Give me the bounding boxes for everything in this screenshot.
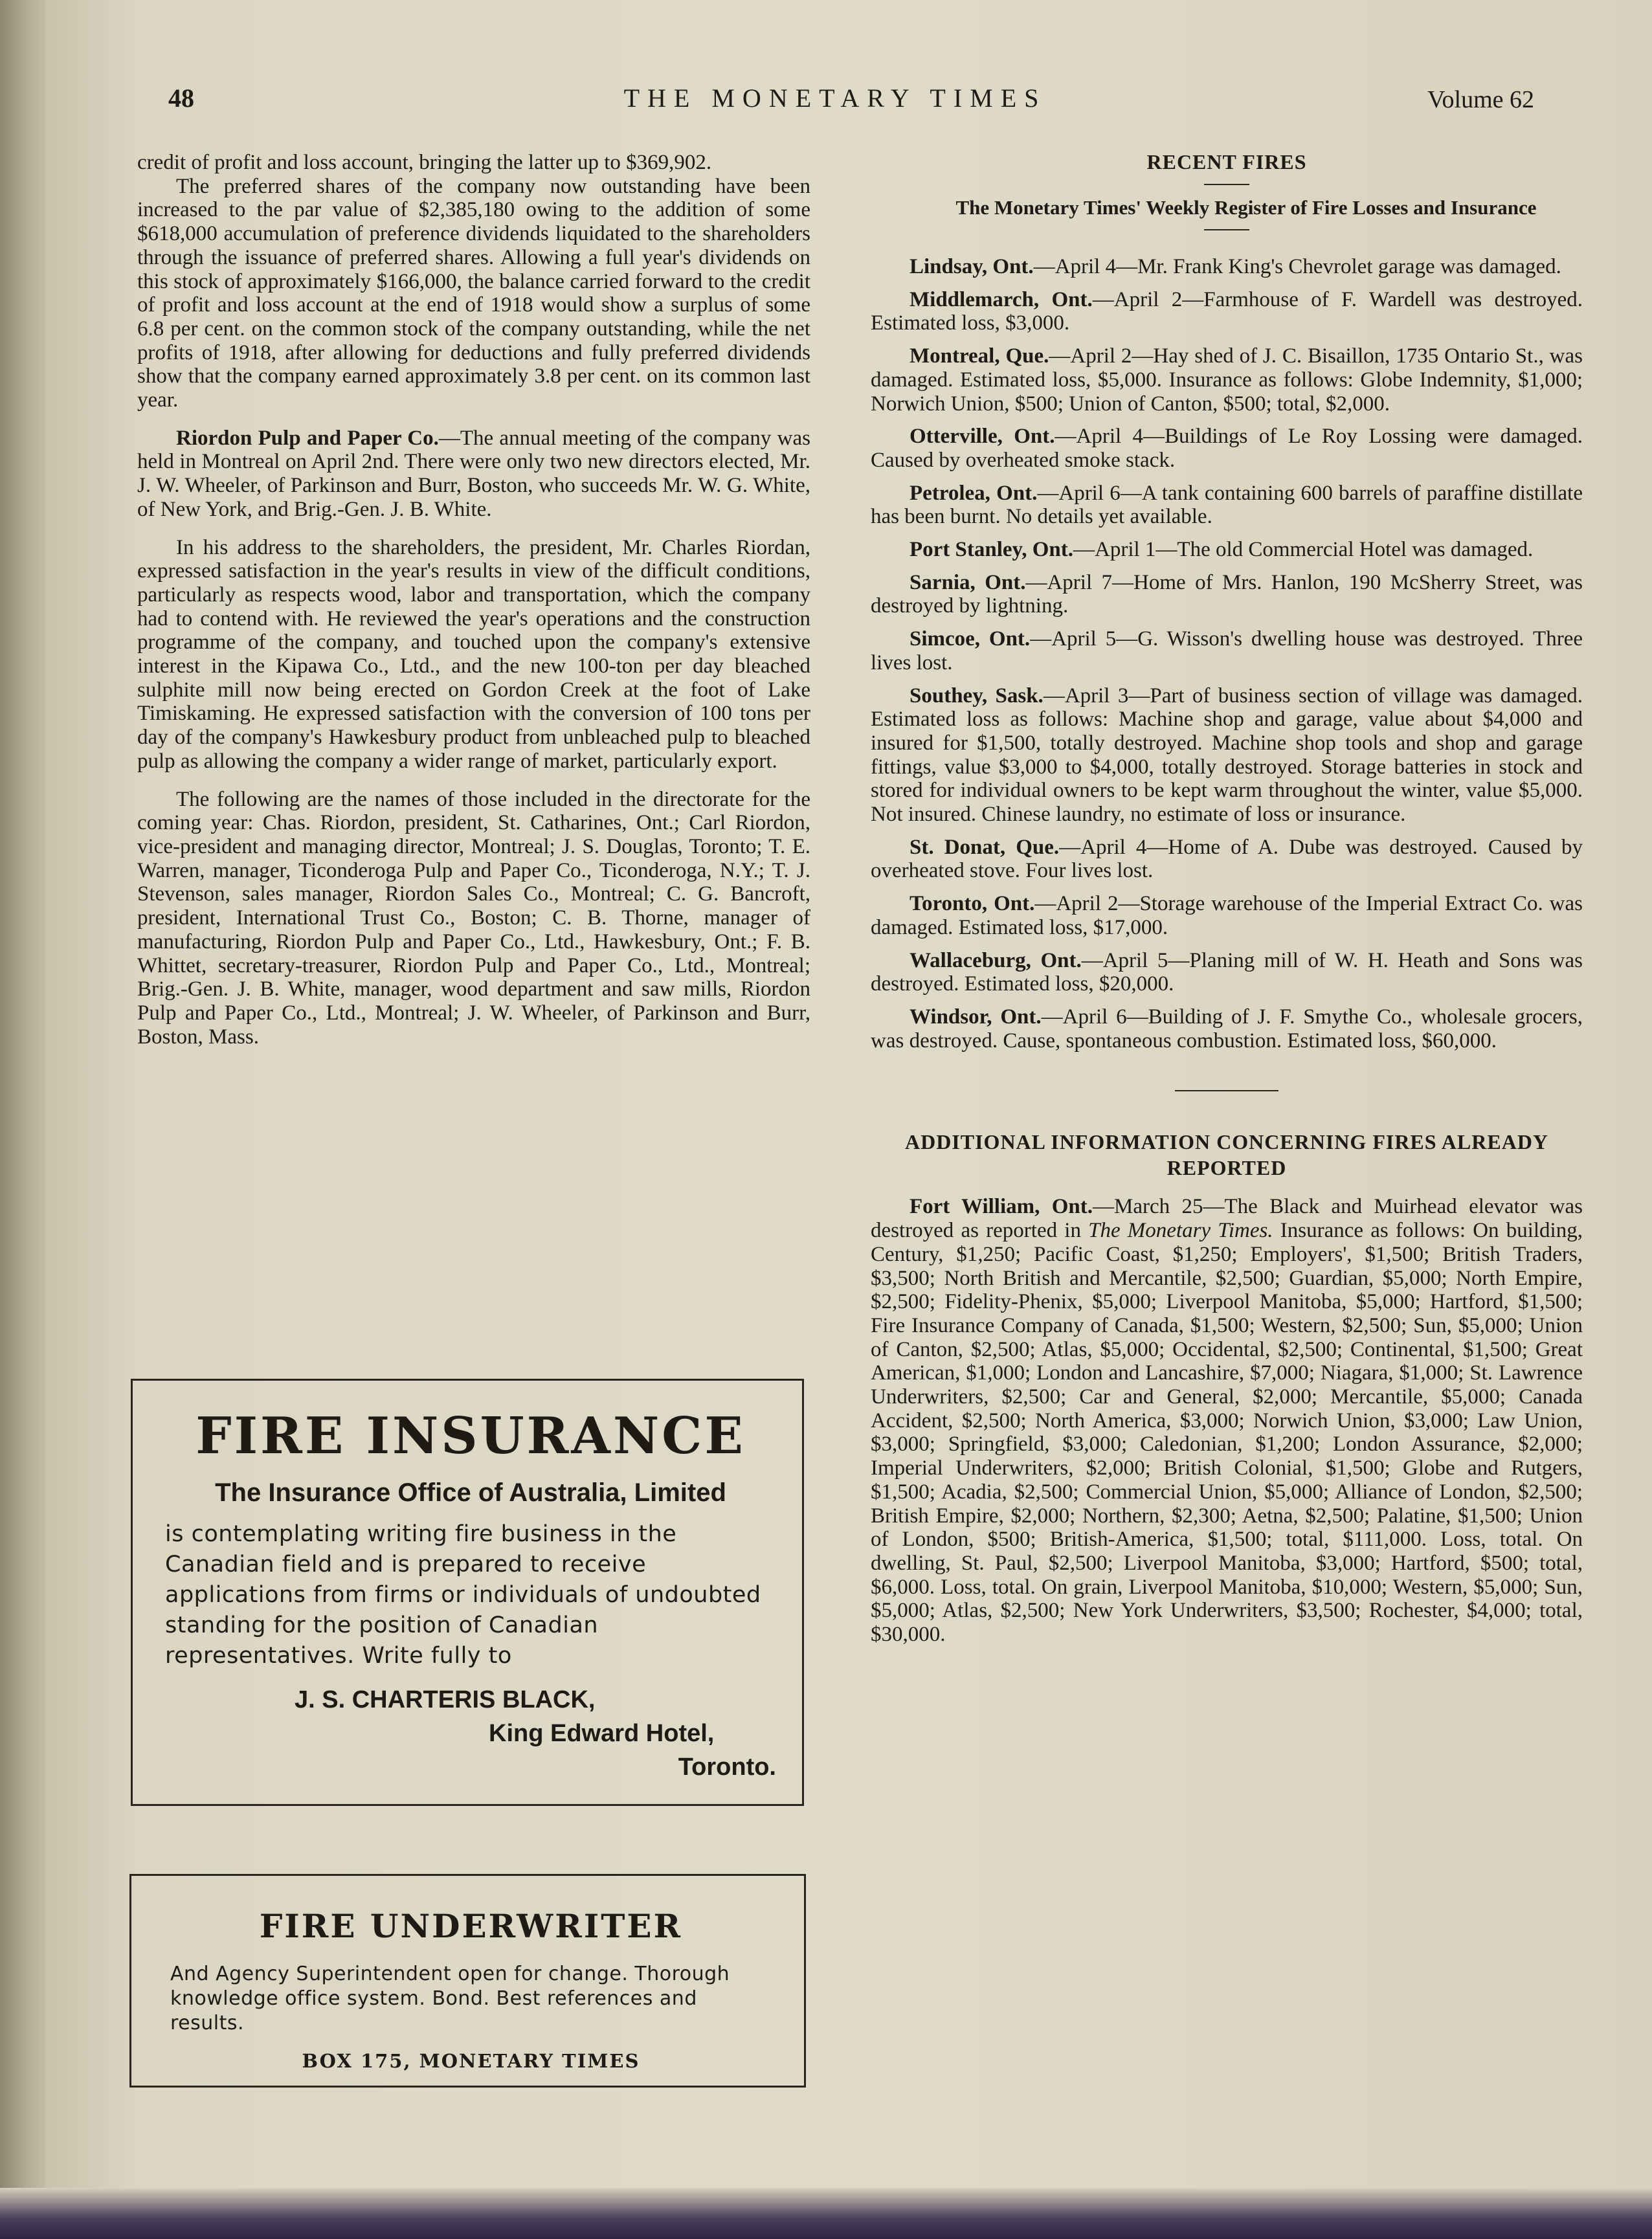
fire-entry-place: Southey, Sask. [910,684,1044,707]
paragraph-fort-william [871,1195,1583,1646]
ad-fire-insurance-signature [165,1683,776,1784]
ad-contact-name: J. S. CHARTERIS BLACK, [295,1686,596,1713]
fire-entry [871,684,1583,827]
fire-entry [871,344,1583,416]
paragraph-riordon-meeting [137,427,810,522]
fire-entry-text: —April 6—Building of J. F. Smythe Co., wholesale grocers, was destroyed. Cause, spontaneous combustion. Estimated loss, $60,000. [871,1005,1583,1053]
fire-entry [871,1005,1583,1053]
fort-william-text-a: —March 25—The Black and Muirhead elevator was destroyed as reported in [871,1195,1583,1243]
right-column [871,149,1583,1647]
fire-entry-place: Toronto, Ont. [910,892,1035,916]
binding-spine [0,0,45,2239]
recent-fires-title: RECENT FIRES [1146,150,1307,173]
publication-name: The Monetary Times. [1088,1219,1273,1243]
fire-entry [871,892,1583,939]
fire-entry-text: —April 4—Buildings of Le Roy Lossing were damaged. Caused by overheated smoke stack. [871,425,1583,472]
fire-entry-text: —April 5—G. Wisson's dwelling house was destroyed. Three lives lost. [871,627,1583,674]
fire-entry-text: —April 2—Farmhouse of F. Wardell was destroyed. Estimated loss, $3,000. [871,287,1583,335]
fire-entry [871,627,1583,674]
paragraph-president-address: In his address to the shareholders, the president, Mr. Charles Riordan, expressed satisfaction in the year's results in view of the difficult conditions, particularly as respects wood, labor and transportation, which the company had to contend with. He reviewed the year's operations and the construction programme of the company, and touched upon the company's extensive interest in the Kipawa Co., Ltd., and the new 100-ton per day bleached sulphite mill now being erected on Gordon Creek at the foot of Lake Timiskaming. He expressed satisfaction with the conversion of 100 tons per day of the company's Hawkesbury product from unbleached pulp to bleached pulp as allowing the company a wider range of market, particularly export. [137,535,810,773]
divider [1204,184,1249,185]
fire-entry-text: —April 2—Hay shed of J. C. Bisaillon, 1735 Ontario St., was damaged. Estimated loss, $5,000. Insurance as follows: Globe Indemnity, $1,000; Norwich Union, $500; Union of Canton, $500; total, $2,000. [871,344,1583,416]
ad-fire-insurance-subtitle: The Insurance Office of Australia, Limited [215,1478,726,1507]
fire-entry [871,836,1583,883]
fire-entry-place: Sarnia, Ont. [910,570,1026,594]
fire-entry-place: Simcoe, Ont. [910,627,1031,651]
fire-entry-text: —April 3—Part of business section of village was damaged. Estimated loss as follows: Machine shop and garage, value about $4,000 and insured for $1,500, totally destroyed. Machine shop tools and shop and garage fittings, value $3,000 to $4,000, totally destroyed. Storage batteries in stock and stored for individual owners to be kept warm throughout the winter, value $5,000. Not insured. Chinese laundry, no estimate of loss or insurance. [871,684,1583,827]
fire-entry-text: —April 6—A tank containing 600 barrels of paraffine distillate has been burnt. No details yet available. [871,481,1583,529]
fire-entry-place: Montreal, Que. [910,344,1049,368]
ad-contact-hotel: King Edward Hotel, [489,1720,715,1747]
ad-fire-insurance-body: is contemplating writing fire business in the Canadian field and is prepared to receive applications from firms or individuals of undoubted standing for the position of Canadian representatives. Write fully to [165,1521,761,1669]
fire-entry-place: Wallaceburg, Ont. [910,948,1082,972]
fire-entry-text: —April 4—Home of A. Dube was destroyed. Caused by overheated stove. Four lives lost. [871,835,1583,883]
paragraph-directorate: The following are the names of those included in the directorate for the coming year: Chas. Riordon, president, St. Catharines, Ont.; Carl Riordon, vice-president and managing director, Montreal; J. S. Douglas, Toronto; T. E. Warren, manager, Ticonderoga Pulp and Paper Co., Ticonderoga, N.Y.; T. J. Stevenson, sales manager, Riordon Sales Co., Montreal; C. G. Bancroft, president, International Trust Co., Boston; C. B. Thorne, manager of manufacturing, Riordon Pulp and Paper Co., Ltd., Hawkesbury, Ont.; F. B. Whittet, secretary-treasurer, Riordon Pulp and Paper Co., Ltd., Montreal; Brig.-Gen. J. B. White, manager, wood department and saw mills, Riordon Pulp and Paper Co., Ltd., Montreal; J. W. Wheeler, of Parkinson and Burr, Boston, Mass. [137,787,810,1049]
additional-info-title: ADDITIONAL INFORMATION CONCERNING FIRES ALREADY REPORTED [904,1130,1549,1180]
fire-entry [871,255,1583,279]
section-divider [1175,1090,1278,1091]
page-number: 48 [168,84,194,113]
page-header [123,78,1547,123]
paragraph-preferred-shares: The preferred shares of the company now outstanding have been increased to the par value of $2,385,180 owing to the addition of some $618,000 accumulation of preference dividends liquidated to the shareholders through the issuance of preferred shares. Allowing a full year's dividends on this stock of approximately $166,000, the balance carried forward to the credit of profit and loss account at the end of 1918 would show a surplus of some 6.8 per cent. on the common stock of the company outstanding, while the net profits of 1918, after allowing for deductions and fully preferred dividends show that the company earned approximately 3.8 per cent. on its common last year. [137,174,810,412]
fire-entry [871,538,1583,562]
fort-william-heading: Fort William, Ont. [910,1195,1093,1219]
riordon-meeting-text: —The annual meeting of the company was held in Montreal on April 2nd. There were only two new directors elected, Mr. J. W. Wheeler, of Parkinson and Burr, Boston, who succeeds Mr. W. G. White, of New York, and Brig.-Gen. J. B. White. [137,426,811,521]
page-bottom-edge [0,2188,1652,2239]
ad-fire-underwriter-title: FIRE UNDERWRITER [259,1907,683,1945]
fire-entry-place: Petrolea, Ont. [910,481,1038,505]
fire-entry [871,482,1583,529]
fire-entry-place: Middlemarch, Ont. [910,287,1093,311]
recent-fires-subtitle: The Monetary Times' Weekly Register of Fire Losses and Insurance [955,196,1537,219]
ad-fire-underwriter-body: And Agency Superintendent open for change. Thorough knowledge office system. Bond. Best references and results. [170,1963,730,2034]
volume-label: Volume 62 [1427,86,1534,113]
divider [1204,229,1249,230]
ad-fire-insurance-title: FIRE INSURANCE [195,1407,746,1465]
fire-entry [871,571,1583,618]
fire-underwriter-advertisement [129,1874,806,2088]
fire-entry [871,425,1583,472]
fire-entry-text: —April 2—Storage warehouse of the Imperial Extract Co. was damaged. Estimated loss, $17,000. [871,892,1583,939]
riordon-heading: Riordon Pulp and Paper Co. [176,426,439,450]
journal-title: THE MONETARY TIMES [623,84,1047,113]
left-column [137,151,810,1049]
fire-entry [871,288,1583,335]
fire-entry-text: —April 7—Home of Mrs. Hanlon, 190 McSherry Street, was destroyed by lightning. [871,570,1583,618]
fire-entry-place: Windsor, Ont. [910,1005,1042,1029]
fire-entries-list [871,255,1583,1053]
ad-contact-city: Toronto. [678,1754,776,1781]
fire-entry-text: —April 4—Mr. Frank King's Chevrolet garage was damaged. [1033,255,1561,278]
fire-entry-place: Lindsay, Ont. [910,255,1034,278]
fire-entry-place: Otterville, Ont. [910,425,1055,449]
fire-entry [871,949,1583,996]
paragraph-continuation: credit of profit and loss account, bringing the latter up to $369,902. [137,151,712,174]
fire-entry-place: St. Donat, Que. [910,835,1060,859]
fire-insurance-advertisement [131,1379,804,1806]
fire-entry-place: Port Stanley, Ont. [910,538,1073,562]
fort-william-text-b: Insurance as follows: On building, Century, $1,250; Pacific Coast, $1,250; Employers', $1,500; British Traders, $3,500; North British and Mercantile, $2,500; Guardian, $5,000; North Empire, $2,500; Fidelity-Phenix, $5,000; Liverpool Manitoba, $5,000; Hartford, $1,500; Fire Insurance Company of Canada, $1,500; Western, $2,500; Sun, $5,000; Union of Canton, $2,500; Atlas, $5,000; Occidental, $2,500; Continental, $1,500; Great American, $1,000; London and Lancashire, $7,000; Niagara, $1,000; St. Lawrence Underwriters, $2,500; Car and General, $2,000; Mercantile, $5,000; Canada Accident, $2,500; North America, $3,000; Norwich Union, $3,000; Law Union, $3,000; Springfield, $3,000; Caledonian, $1,200; London Assurance, $2,000; Imperial Underwriters, $2,000; British Colonial, $1,500; Globe and Rutgers, $1,500; Acadia, $2,500; Commercial Union, $5,000; Alliance of London, $2,500; British Empire, $2,000; Northern, $2,300; Aetna, $2,500; Palatine, $1,500; Union of London, $500; British-America, $1,500; total, $111,000. Loss, total. On dwelling, St. Paul, $2,500; Liverpool Manitoba, $3,000; Hartford, $500; total, $6,000. Loss, total. On grain, Liverpool Manitoba, $10,000; Western, $5,000; Sun, $5,000; Atlas, $2,500; New York Underwriters, $3,500; Rochester, $4,000; total, $30,000. [871,1219,1583,1647]
fire-entry-text: —April 1—The old Commercial Hotel was damaged. [1073,538,1534,562]
fire-entry-text: —April 5—Planing mill of W. H. Heath and Sons was destroyed. Estimated loss, $20,000. [871,948,1583,996]
ad-fire-underwriter-box: BOX 175, MONETARY TIMES [302,2050,640,2072]
